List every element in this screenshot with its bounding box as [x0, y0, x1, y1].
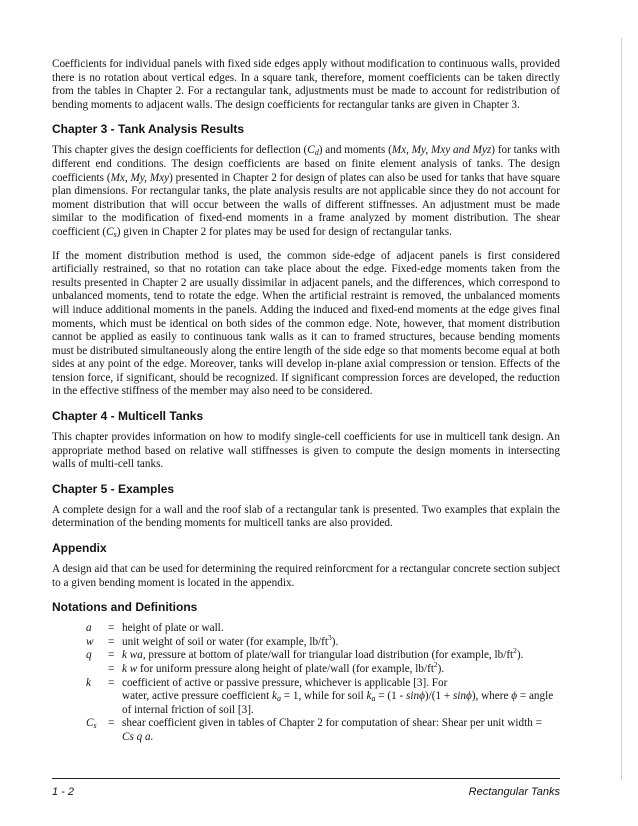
moments-list-2: Mx, My, Mxy — [110, 171, 170, 184]
chapter-4-paragraph: This chapter provides information on how to modify single-cell coefficients for use in multicell tank design. An appropriate method based on relative wall stiffnesses is given to compute the design moments in intersecting walls of multi-cell tanks. — [52, 431, 560, 471]
appendix-paragraph: A design aid that can be used for determining the required reinforcment for a rectangular concrete section subject to a given bending moment is located in the appendix. — [52, 563, 560, 589]
intro-paragraph: Coefficients for individual panels with fixed side edges apply without modification to continuous walls, provided there is no rotation about vertical edges. In a square tank, therefore, moment coefficients can be taken directly from the tables in Chapter 2. For a rectangular tank, adjustments must be made to account for redistribution of bending moments to adjacent walls. The design coefficients for rectangular tanks are given in Chapter 3. — [52, 58, 560, 111]
chapter-5-paragraph: A complete design for a wall and the roof slab of a rectangular tank is presented. Two examples that explain the determination of the bending moments for multicell tanks are also provided. — [52, 503, 560, 530]
appendix-heading: Appendix — [52, 541, 107, 556]
chapter-5-heading: Chapter 5 - Examples — [52, 481, 175, 496]
chapter-3-paragraph-2: If the moment distribution method is used, the common side-edge of adjacent panels is first considered artificially restrained, so that no rotation can take place about the edge. Fixed-edge moments taken from the results presented in Chapter 2 are usually dissimilar in adjacent panels, and the differences, which correspond to unbalanced moments, tend to rotate the edge. When the artificial restraint is removed, the unbalanced moments will induce additional moments in the panels. Adding the induced and fixed-end moments at the edge gives final moments, which must be identical on both sides of the common edge. Note, however, that moment distribution cannot be applied as easily to continuous tank walls as it can to framed structures, because bending moments must be distributed simultaneously along the entire length of the side edge so that moments become equal at both sides at any point of the edge. Moreover, tanks will develop in-plane axial compression or tension. Effects of the tension force, if significant, should be recognized. If significant compression forces are developed, the reduction in the effective stiffness of the member may also need to be considered. — [52, 249, 560, 398]
notations-list — [86, 622, 560, 744]
notation-a: a = height of plate or wall. — [86, 622, 224, 635]
page-footer — [52, 778, 560, 798]
page-edge-line — [621, 38, 622, 780]
running-title: Rectangular Tanks — [468, 786, 560, 798]
chapter-3-paragraph-1: This chapter gives the design coefficients for deflection $(C_d)$ and moments (Mx, My, Mxy and Myz) for tanks with different end conditions. The design coefficients are based on finite element analysis of tanks. The design coefficients (Mx, My, Mxy) presented in Chapter 2 for design of plates can also be used for tanks that have square plan dimensions. For rectangular tanks, the plate analysis results are not applicable since they do not account for moment distribution that will occur between the walls of different stiffnesses. An adjustment must be made similar to the modification of fixed-end moments in a frame analyzed by moment distribution. The shear coefficient $(C_s)$ given in Chapter 2 for plates may be used for design of rectangular tanks. — [52, 144, 560, 239]
body-text — [52, 58, 560, 745]
symbol-cd: $C_d$ — [307, 144, 319, 158]
chapter-4-heading: Chapter 4 - Multicell Tanks — [52, 409, 204, 424]
notation-k: k = coefficient of active or passive pressure, whichever is applicable [3]. For water, active pressure coefficient $k_a = 1$, while for soil $k_a = (1 - \sin\phi)/(1 + \sin\phi)$, where ϕ = angle of internal friction of soil [3]. — [86, 676, 554, 716]
notation-q: q = k wa, pressure at bottom of plate/wall for triangular load distribution (for example, $lb/ft^2$). — [86, 646, 524, 662]
notation-q-uniform: = k w for uniform pressure along height of plate/wall (for example, $lb/ft^2$). — [108, 660, 445, 675]
notations-heading: Notations and Definitions — [52, 600, 198, 615]
symbol-cs: $C_s$ — [106, 225, 117, 239]
moments-list: Mx, My, Mxy and Myz — [391, 144, 492, 157]
notation-w: w = unit weight of soil or water (for example, $lb/ft^3$). — [86, 632, 339, 648]
page-number: 1 - 2 — [52, 786, 75, 798]
notation-cs: $C_s$ = shear coefficient given in tables of Chapter 2 for computation of shear: Shear per unit width = Cs q a. — [86, 717, 542, 743]
chapter-3-heading: Chapter 3 - Tank Analysis Results — [52, 122, 245, 137]
